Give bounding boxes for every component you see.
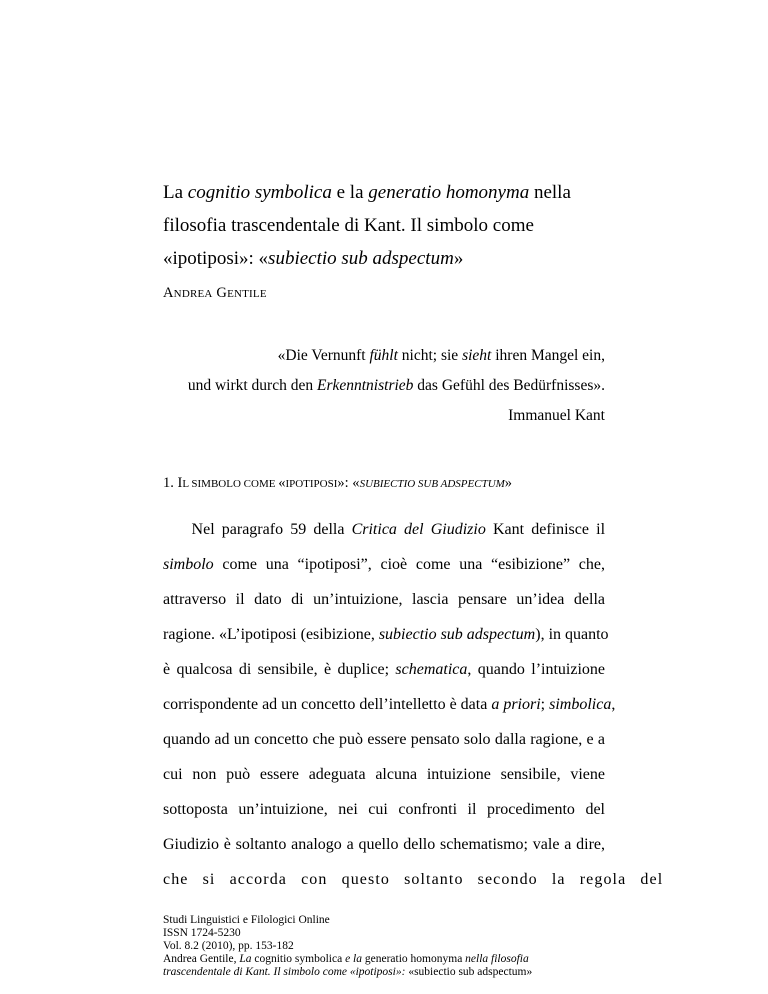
- footer-citation-line-1: Andrea Gentile, La cognitio symbolica e la generatio homonyma nella filosofia: [163, 953, 529, 965]
- body-line: simbolo come una “ipotiposi”, cioè come una “esibizione” che,: [163, 556, 605, 573]
- page-footer: [163, 914, 623, 979]
- epigraph-attribution: Immanuel Kant: [508, 407, 605, 424]
- section-heading-part: IPOTIPOSI: [285, 478, 338, 490]
- section-heading: 1. IL SIMBOLO COME «IPOTIPOSI»: «SUBIECTIO SUB ADSPECTUM»: [163, 475, 513, 491]
- section-heading-part: »: «: [337, 475, 360, 491]
- body-line: ragione. «L’ipotiposi (esibizione, subiectio sub adspectum), in quanto: [163, 626, 609, 643]
- body-line: attraverso il dato di un’intuizione, lascia pensare un’idea della: [163, 591, 605, 608]
- author-name: ANDREA GENTILE: [163, 285, 267, 301]
- section-heading-part: «: [278, 475, 286, 491]
- body-line: Nel paragrafo 59 della Critica del Giudizio Kant definisce il: [163, 521, 606, 538]
- section-heading-part: L SIMBOLO COME: [182, 478, 279, 490]
- footer-citation-line-2: trascendentale di Kant. Il simbolo come «ipotiposi»: «subiectio sub adspectum»: [163, 966, 533, 978]
- title-line-1: La cognitio symbolica e la generatio homonyma nella: [163, 182, 571, 203]
- body-line: sottoposta un’intuizione, nei cui confronti il procedimento del: [163, 801, 605, 818]
- body-paragraph: [163, 512, 664, 897]
- title-line-3: «ipotiposi»: «subiectio sub adspectum»: [163, 248, 464, 269]
- footer-issn: ISSN 1724-5230: [163, 927, 241, 939]
- epigraph-line-1: «Die Vernunft fühlt nicht; sie sieht ihren Mangel ein,: [277, 347, 605, 364]
- article-title: [163, 176, 623, 275]
- section-heading-part: SUBIECTIO SUB ADSPECTUM: [359, 478, 505, 490]
- body-line: cui non può essere adeguata alcuna intuizione sensibile, viene: [163, 766, 605, 783]
- body-line: corrispondente ad un concetto dell’intelletto è data a priori; simbolica,: [163, 696, 616, 713]
- body-line: Giudizio è soltanto analogo a quello dello schematismo; vale a dire,: [163, 836, 605, 853]
- body-line: quando ad un concetto che può essere pensato solo dalla ragione, e a: [163, 731, 605, 748]
- title-line-2: filosofia trascendentale di Kant. Il simbolo come: [163, 215, 534, 236]
- body-line: è qualcosa di sensibile, è duplice; schematica, quando l’intuizione: [163, 661, 605, 678]
- body-line: che si accorda con questo soltanto secondo la regola del: [163, 871, 664, 888]
- epigraph-line-2: und wirkt durch den Erkenntnistrieb das Gefühl des Bedürfnisses».: [187, 377, 605, 394]
- epigraph: [150, 341, 605, 431]
- section-heading-part: I: [177, 475, 183, 491]
- footer-volume: Vol. 8.2 (2010), pp. 153-182: [163, 940, 294, 952]
- section-heading-part: »: [504, 475, 513, 491]
- footer-journal: Studi Linguistici e Filologici Online: [163, 914, 330, 926]
- section-heading-text: [178, 475, 513, 491]
